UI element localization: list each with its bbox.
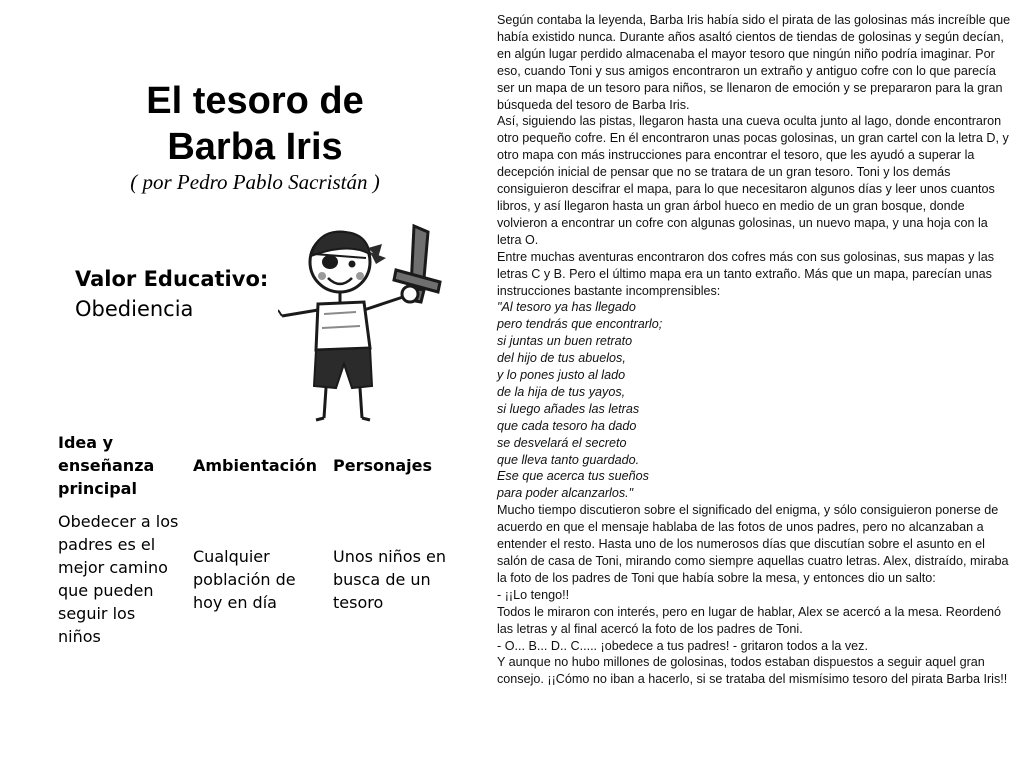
- title-line-1: El tesoro de: [146, 80, 364, 122]
- pirate-child-icon: [278, 218, 448, 423]
- table-row: [52, 504, 462, 654]
- poem-line: que cada tesoro ha dado: [497, 418, 637, 433]
- poem-line: del hijo de tus abuelos,: [497, 351, 626, 366]
- story-paragraph: Y aunque no hubo millones de golosinas, todos estaban dispuestos a seguir aquel gran consejo. ¡¡Cómo no iban a hacerlo, si se trataba del mismísimo tesoro del pirata Barba Iris!!: [497, 655, 1008, 687]
- riddle-poem: [497, 299, 1012, 502]
- summary-table: [52, 426, 462, 654]
- header-idea: Idea y enseñanza principal: [58, 432, 155, 498]
- cell-ambientacion: Cualquier población de hoy en día: [193, 546, 296, 612]
- story-paragraph: - O... B... D.. C..... ¡obedece a tus padres! - gritaron todos a la vez.: [497, 638, 868, 653]
- header-ambientacion: Ambientación: [193, 455, 318, 475]
- title-line-2: Barba Iris: [167, 126, 343, 168]
- story-paragraph: Según contaba la leyenda, Barba Iris había sido el pirata de las golosinas más increíble que había existido nunca. Durante años asaltó cientos de tiendas de golosinas y según decían, en algún lugar perdido almacenaba el mayor tesoro que ningún niño podría imaginar. Por eso, cuando Toni y sus amigos encontraron un extraño y antiguo cofre con lo que parecía ser un mapa de un tesoro para niños, se llenaron de emoción y se prepararon para la gran búsqueda del tesoro de Barba Iris.: [497, 13, 1011, 112]
- story-paragraph: - ¡¡Lo tengo!!: [497, 587, 570, 602]
- story-paragraph: Todos le miraron con interés, pero en lugar de hablar, Alex se acercó a la mesa. Reordenó las letras y al final acercó la foto de los padres de Toni.: [497, 604, 1002, 636]
- story-title: [60, 78, 450, 170]
- educational-value-text: Obediencia: [75, 297, 194, 321]
- poem-line: Ese que acerca tus sueños: [497, 469, 649, 484]
- header-personajes: Personajes: [333, 455, 433, 475]
- story-paragraph: Así, siguiendo las pistas, llegaron hasta una cueva oculta junto al lago, donde encontraron otro pequeño cofre. En él encontraron unas pocas golosinas, un gran cartel con la letra D, y otro mapa con más instrucciones para encontrar el tesoro, que les ayudó a superar la decepción inicial de pensar que no se tratara de un gran tesoro. Toni y los demás consiguieron descifrar el mapa, para lo que necesitaron algunos días y leer unos cuantos libros, y así llegaron hasta un gran árbol hueco en medio de un gran bosque, donde volvieron a encontrar un cofre con algunas golosinas, un nuevo mapa, y una hoja con la letra O.: [497, 114, 1009, 247]
- table-header-row: [52, 426, 462, 504]
- educational-value: [75, 264, 268, 324]
- poem-line: de la hija de tus yayos,: [497, 384, 626, 399]
- poem-line: se desvelará el secreto: [497, 435, 627, 450]
- poem-line: y lo pones justo al lado: [497, 368, 626, 383]
- story-paragraph: Mucho tiempo discutieron sobre el significado del enigma, y sólo consiguieron ponerse de acuerdo en que el mensaje hablaba de las fotos de unos padres, pero no alcanzaban a entender el resto. Hasta uno de los numerosos días que discutían sobre el asunto en el salón de casa de Toni, mirando como siempre aquellas cuatro letras. Alex, distraído, miraba la foto de los padres de Toni que había sobre la mesa, y entonces dio un salto:: [497, 503, 1009, 585]
- poem-line: si luego añades las letras: [497, 401, 640, 416]
- author-credit: ( por Pedro Pablo Sacristán ): [130, 170, 380, 194]
- cell-personajes: Unos niños en busca de un tesoro: [333, 546, 446, 612]
- poem-line: "Al tesoro ya has llegado: [497, 300, 636, 315]
- poem-line: pero tendrás que encontrarlo;: [497, 317, 663, 332]
- poem-line: si juntas un buen retrato: [497, 334, 633, 349]
- story-paragraph: Entre muchas aventuras encontraron dos cofres más con sus golosinas, sus mapas y las letras C y B. Pero el último mapa era un tanto extraño. Más que un mapa, parecían unas instrucciones bastante incomprensibles:: [497, 249, 994, 298]
- poem-line: para poder alcanzarlos.": [497, 486, 634, 501]
- poem-line: que lleva tanto guardado.: [497, 452, 640, 467]
- educational-value-heading: Valor Educativo:: [75, 267, 269, 291]
- story-text: [497, 12, 1012, 688]
- cell-idea: Obedecer a los padres es el mejor camino que pueden seguir los niños: [58, 512, 179, 646]
